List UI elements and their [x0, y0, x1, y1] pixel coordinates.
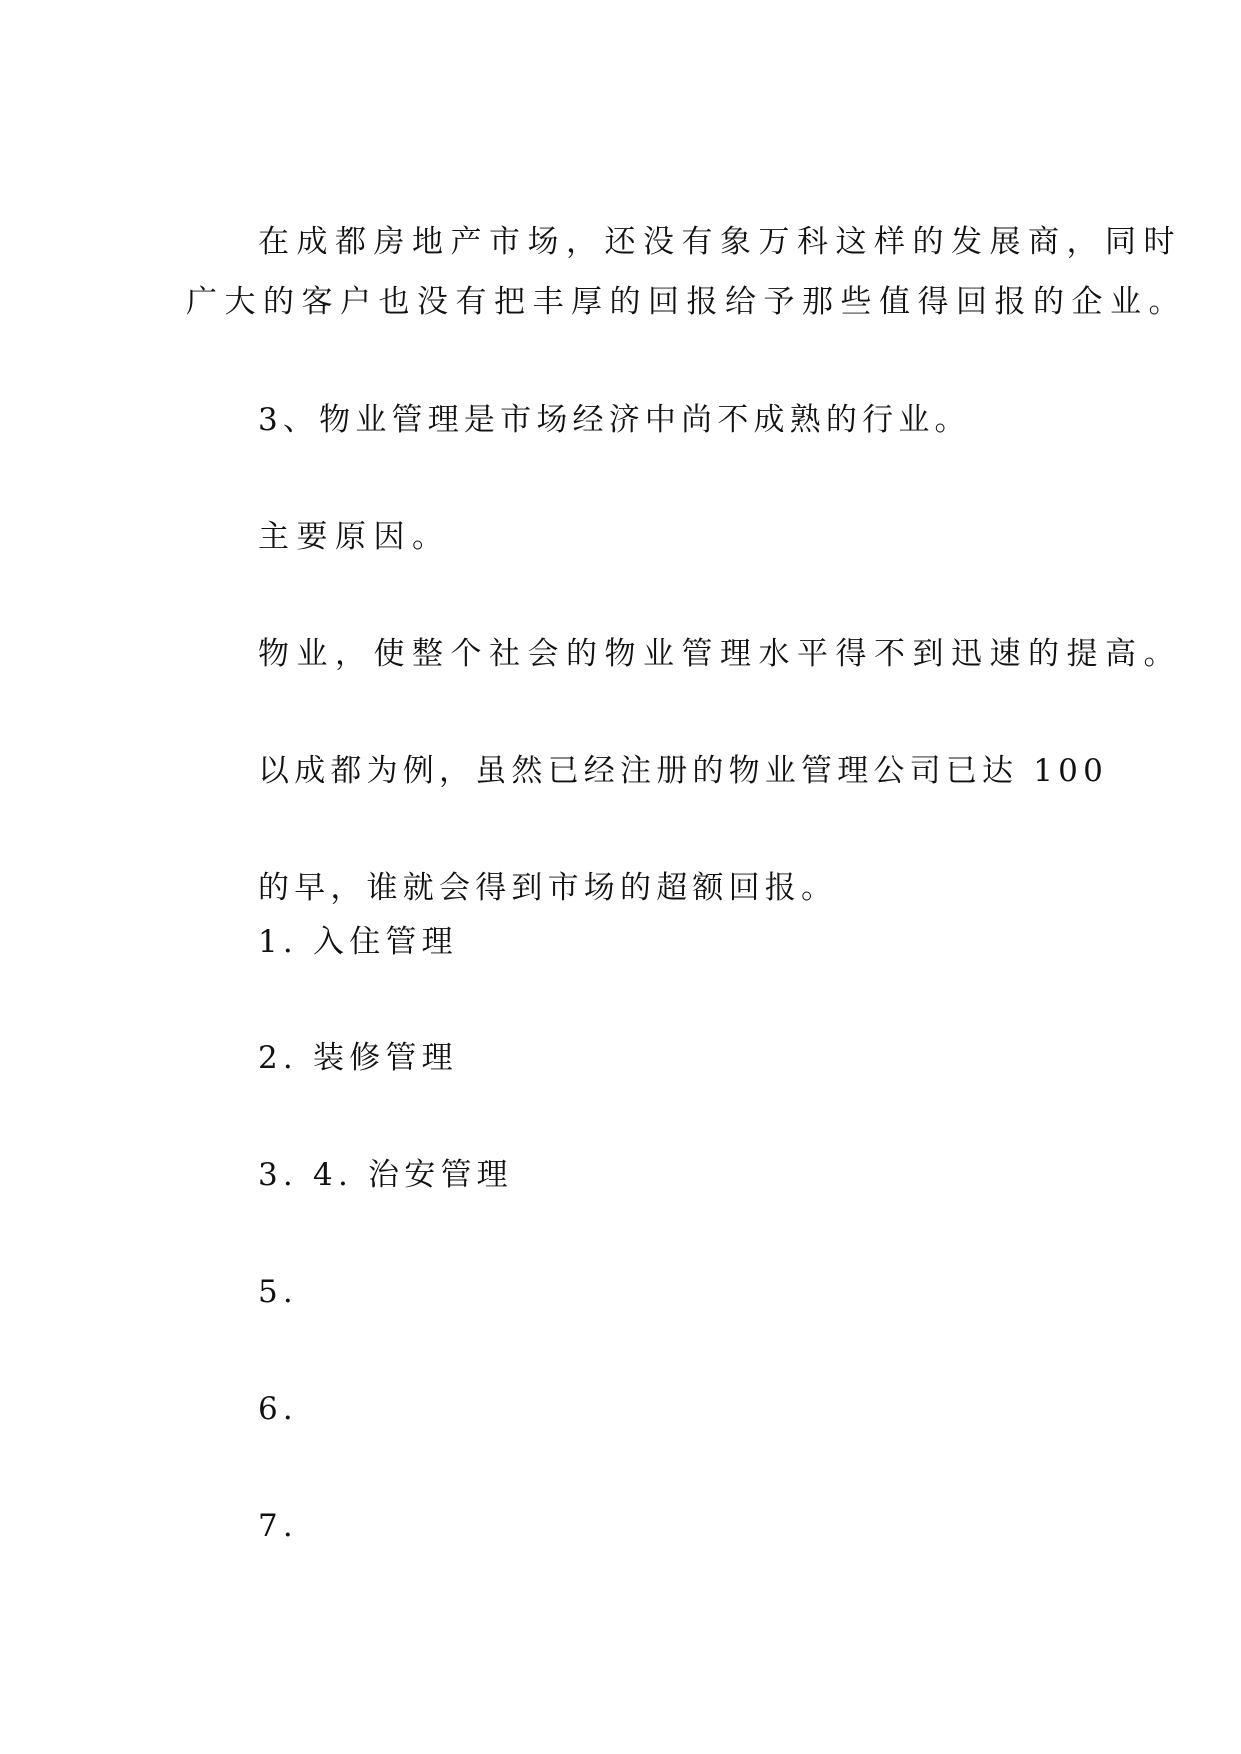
list-item: 7.: [258, 1508, 298, 1544]
list-item: 6.: [258, 1391, 298, 1427]
paragraph: 以成都为例，虽然已经注册的物业管理公司已达 100: [258, 753, 1109, 789]
paragraph: 主要原因。: [258, 519, 451, 555]
paragraph: 3、物业管理是市场经济中尚不成熟的行业。: [258, 402, 971, 438]
list-item: 1. 入住管理: [258, 924, 458, 960]
paragraph: 的早，谁就会得到市场的超额回报。: [258, 870, 838, 906]
list-item: 3. 4. 治安管理: [258, 1157, 513, 1193]
list-item: 2. 装修管理: [258, 1040, 458, 1076]
paragraph-line: 在成都房地产市场，还没有象万科这样的发展商，同时: [258, 224, 1182, 260]
paragraph: 物业，使整个社会的物业管理水平得不到迅速的提高。: [258, 636, 1182, 672]
list-item: 5.: [258, 1274, 298, 1310]
paragraph-line: 广大的客户也没有把丰厚的回报给予那些值得回报的企业。: [186, 284, 1187, 320]
